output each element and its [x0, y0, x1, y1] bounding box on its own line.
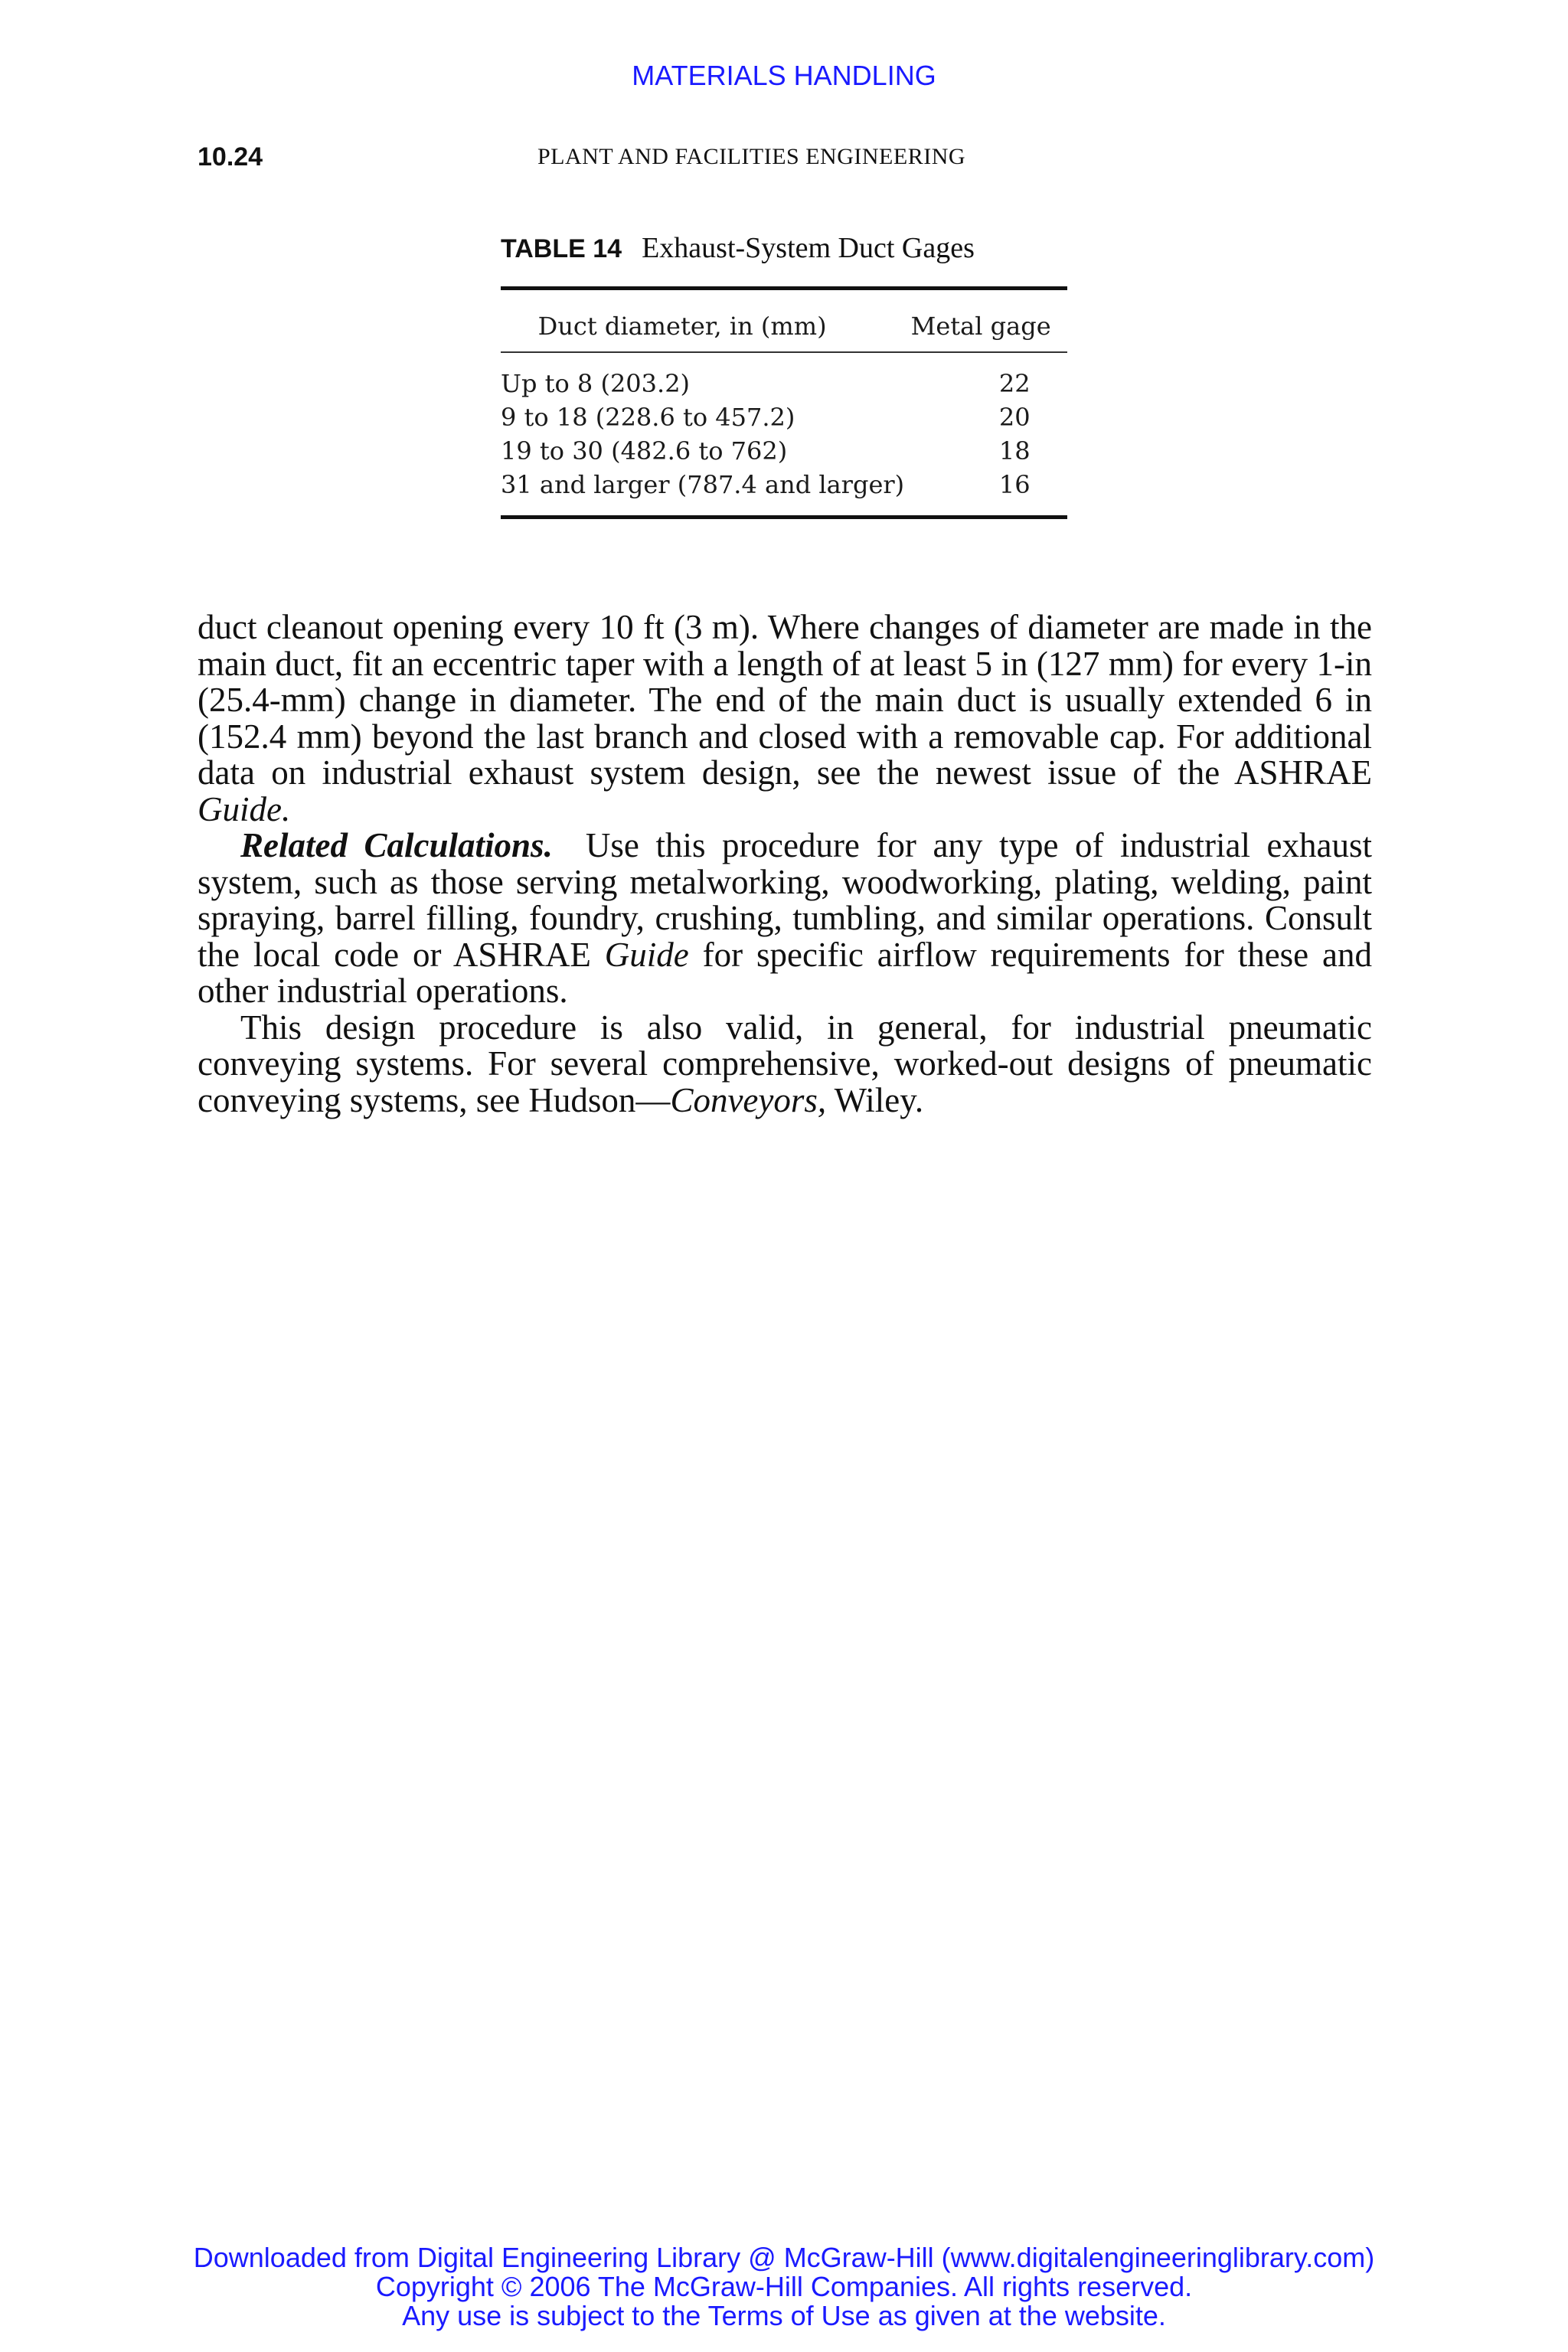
table-row — [501, 367, 1067, 400]
table-row — [501, 434, 1067, 468]
paragraph-text: Use this procedure for any type of industrial exhaust system, such as those serving metalworking, woodworking, plating, welding, paint spraying, barrel filling, foundry, crushing, tumbling, and similar operations. Consult the local code or ASHRAE — [198, 826, 1372, 974]
paragraph — [198, 1010, 1372, 1119]
table-grid — [501, 290, 1067, 351]
section-link[interactable]: MATERIALS HANDLING — [632, 60, 936, 91]
cell-diameter: 9 to 18 (228.6 to 457.2) — [501, 403, 795, 432]
paragraph-text: Wiley. — [826, 1080, 924, 1119]
running-head: PLANT AND FACILITIES ENGINEERING — [537, 144, 966, 169]
column-header-diameter: Duct diameter, in (mm) — [537, 312, 827, 341]
page-number: 10.24 — [198, 142, 263, 172]
table-row — [501, 400, 1067, 434]
cell-gage: 20 — [998, 403, 1031, 432]
table-body — [501, 367, 1067, 501]
run-in-heading: Related Calculations. — [240, 826, 553, 864]
paragraph-related-calculations — [198, 828, 1372, 1010]
cell-gage: 16 — [998, 470, 1031, 499]
footer-download-link[interactable]: Downloaded from Digital Engineering Library @ McGraw-Hill (www.digitalengineeringlibrary.com) — [193, 2242, 1375, 2273]
paragraph-text: for specific airflow requirements for these and other industrial operations. — [198, 935, 1373, 1010]
table-bottom-rule — [501, 515, 1067, 519]
cell-gage: 18 — [998, 436, 1031, 466]
table-row — [501, 468, 1067, 501]
emphasis-guide: Guide. — [198, 789, 291, 828]
cell-diameter: Up to 8 (203.2) — [501, 369, 691, 398]
cell-gage: 22 — [998, 369, 1031, 398]
paragraph — [198, 609, 1372, 828]
table-header-row — [501, 290, 1067, 351]
footer-copyright: Copyright © 2006 The McGraw-Hill Companies. All rights reserved. — [375, 2271, 1193, 2302]
paragraph-text: duct cleanout opening every 10 ft (3 m). Where changes of diameter are made in the main duct, fit an eccentric taper with a length of at least 5 in (127 mm) for every 1-in (25.4-mm) change in diameter. The end of the main duct is usually extended 6 in (152.4 mm) beyond the last branch and closed with a removable cap. For additional data on industrial exhaust system design, see the newest issue of the ASHRAE — [198, 608, 1372, 792]
body-text — [198, 609, 1372, 1119]
table-caption — [501, 231, 975, 265]
cell-diameter: 31 and larger (787.4 and larger) — [501, 470, 905, 499]
column-header-gage: Metal gage — [910, 312, 1051, 341]
footer-terms[interactable]: Any use is subject to the Terms of Use as given at the website. — [402, 2300, 1166, 2331]
footer-notice — [0, 2243, 1568, 2331]
cell-diameter: 19 to 30 (482.6 to 762) — [501, 436, 788, 466]
duct-gage-table — [501, 286, 1067, 519]
table-label: TABLE 14 — [501, 234, 622, 263]
emphasis-guide: Guide — [604, 935, 689, 974]
table-title: Exhaust-System Duct Gages — [642, 232, 975, 264]
paragraph-text: This design procedure is also valid, in general, for industrial pneumatic conveying systems. For several comprehensive, worked-out designs of pneumatic conveying systems, see Hudson— — [198, 1008, 1372, 1119]
emphasis-conveyors: Conveyors, — [670, 1080, 827, 1119]
